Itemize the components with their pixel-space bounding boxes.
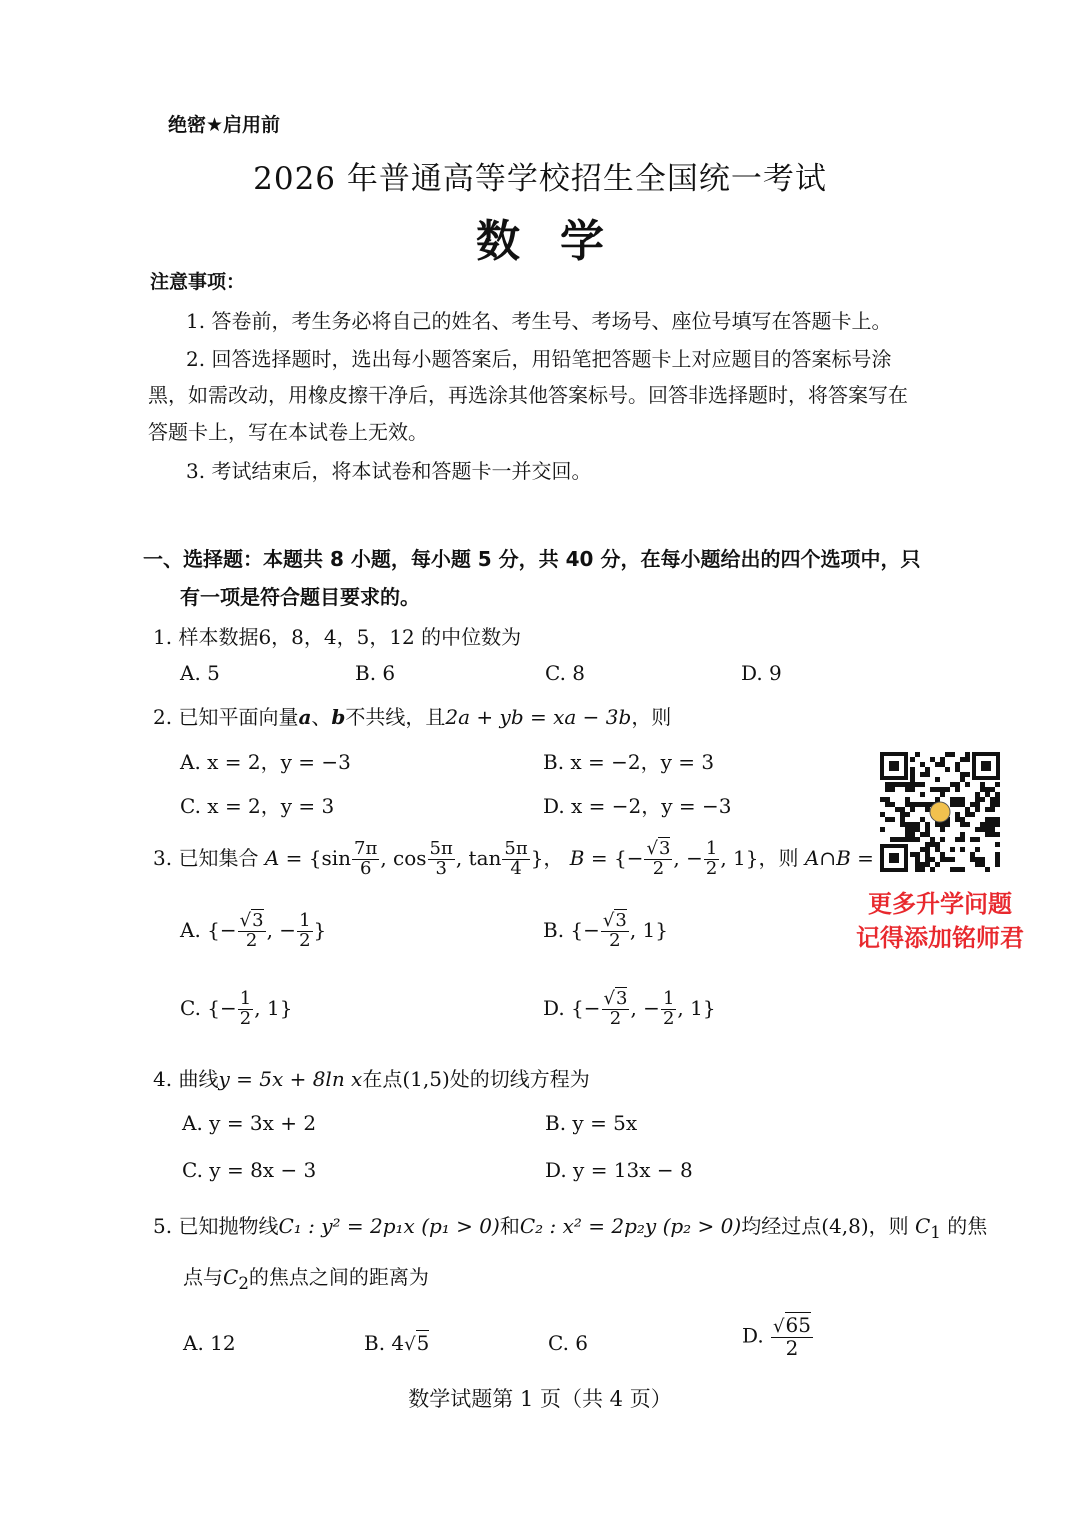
notice-heading: 注意事项： [150,271,246,293]
q5-option-c: C. 6 [548,1331,589,1355]
q2-option-d: D. x = −2，y = −3 [543,794,732,818]
notice-item-2-line-1: 2. 回答选择题时，选出每小题答案后，用铅笔把答题卡上对应题目的答案标号涂 [186,347,892,371]
q2-option-b: B. x = −2，y = 3 [543,750,715,774]
q5-option-b-label: B. [364,1331,386,1355]
notice-item-1: 1. 答卷前，考生务必将自己的姓名、考生号、考场号、座位号填写在答题卡上。 [186,309,892,333]
notice-item-2-line-3: 答题卡上，写在本试卷上无效。 [148,420,428,444]
q2-option-a: A. x = 2，y = −3 [180,750,351,774]
q1-option-d: D. 9 [741,661,782,685]
q2-stem: 2. 已知平面向量a、b不共线，且2a + yb = xa − 3b，则 [153,705,672,729]
promo-line-2: 记得添加铭师君 [856,924,1024,952]
q5-stem-pre: 5. 已知抛物线 [153,1214,279,1238]
exam-title: 2026 年普通高等学校招生全国统一考试 [253,161,827,197]
qr-code-graphic [880,752,1000,872]
q1-option-a: A. 5 [180,661,220,685]
confidential-mark: 绝密★启用前 [168,114,281,136]
q5-line2-end: 的焦点之间的距离为 [248,1265,429,1289]
q4-point: (1,5) [402,1067,450,1091]
q1-option-c: C. 8 [545,661,586,685]
q2-option-c: C. x = 2，y = 3 [180,794,335,818]
q5-option-d-label: D. [742,1323,764,1348]
q5-parabola-c1: C₁ : y² = 2p₁x (p₁ > 0) [278,1214,500,1238]
promo-line-1: 更多升学问题 [868,890,1012,918]
notice-item-2-line-2: 黑，如需改动，用橡皮擦干净后，再选涂其他答案标号。回答非选择题时，将答案写在 [148,383,908,407]
page-footer: 数学试题第 1 页（共 4 页） [408,1387,672,1411]
q4-option-b: B. y = 5x [545,1111,638,1135]
subject-title: 数学 [476,216,644,267]
q5-parabola-c2: C₂ : x² = 2p₂y (p₂ > 0) [519,1214,742,1238]
q4-stem-pre: 4. 曲线 [153,1067,219,1091]
q3-option-c-label: C. [180,995,201,1020]
q4-stem-post: 处的切线方程为 [449,1067,590,1091]
q3-option-d-label: D. [543,995,565,1020]
q5-option-a: A. 12 [183,1331,236,1355]
q3-stem-post: ，则 [758,845,799,870]
q5-stem-and: 和 [499,1214,520,1238]
q2-stem-post: ，则 [631,705,672,729]
q5-line2-pre: 点与 [183,1265,223,1289]
q3-option-a: A. {− $\frac{√3}{2}$ , − $\frac{1}{2}$ } [180,910,327,951]
q3-option-b: B. {− $\frac{√3}{2}$ , 1} [543,910,669,951]
q5-stem-line-2: 点与$C_2$的焦点之间的距离为 [183,1265,429,1293]
section-heading-line-2: 有一项是符合题目要求的。 [180,585,420,609]
q4-option-d: D. y = 13x − 8 [545,1158,693,1182]
q5-stem-line-1: 5. 已知抛物线C₁ : y² = 2p₁x (p₁ > 0)和C₂ : x² = 2p₂y (p₂ > 0)均经过点(4,8)，则 $C_1$ 的焦 [153,1214,988,1242]
q3-option-c: C. {− $\frac{1}{2}$ , 1} [180,988,293,1029]
notice-item-3: 3. 考试结束后，将本试卷和答题卡一并交回。 [186,459,592,483]
q5-stem-pass: 均经过点 [741,1214,822,1238]
qr-code-image [880,752,1000,872]
q2-equation: 2a + yb = xa − 3b [445,705,632,729]
q1-option-b: B. 6 [355,661,396,685]
q5-option-b: B. 4√5 [364,1331,430,1355]
section-heading-line-1: 一、选择题：本题共 8 小题，每小题 5 分，共 40 分，在每小题给出的四个选项中，只 [143,547,921,571]
q4-stem [153,1063,590,1092]
q1-stem: 1. 样本数据6，8，4，5，12 的中位数为 [153,625,522,649]
q2-stem-mid: 不共线，且 [345,705,446,729]
q4-option-a: A. y = 3x + 2 [182,1111,317,1135]
q3-option-d: D. {− $\frac{√3}{2}$ , − $\frac{1}{2}$ , 1} [543,988,716,1029]
q2-stem-pre: 2. 已知平面向量 [153,705,299,729]
q5-stem-then: ，则 [868,1214,909,1238]
q3-option-a-label: A. [180,917,201,942]
q3-stem-pre: 3. 已知集合 [153,845,259,870]
q4-stem-mid: 在点 [362,1067,403,1091]
q5-point: (4,8) [821,1214,869,1238]
q3-option-b-label: B. [543,917,565,942]
q4-equation: y = 5x + 8ln x [218,1067,363,1091]
q3-stem: 3. 已知集合 A = {sin $\frac{7\pi}{6}$ , cos $\frac{5\pi}{3}$ , tan $\frac{5\pi}{4}$ }， B = {− $\frac{√3}{2}$ , − $\frac{1}{2}$ , 1}，则 A∩B = [153,838,874,879]
q5-option-d: D. $\frac{√65}{2}$ [742,1313,811,1360]
q5-stem-end: 的焦 [947,1214,988,1238]
q4-option-c: C. y = 8x − 3 [182,1158,317,1182]
